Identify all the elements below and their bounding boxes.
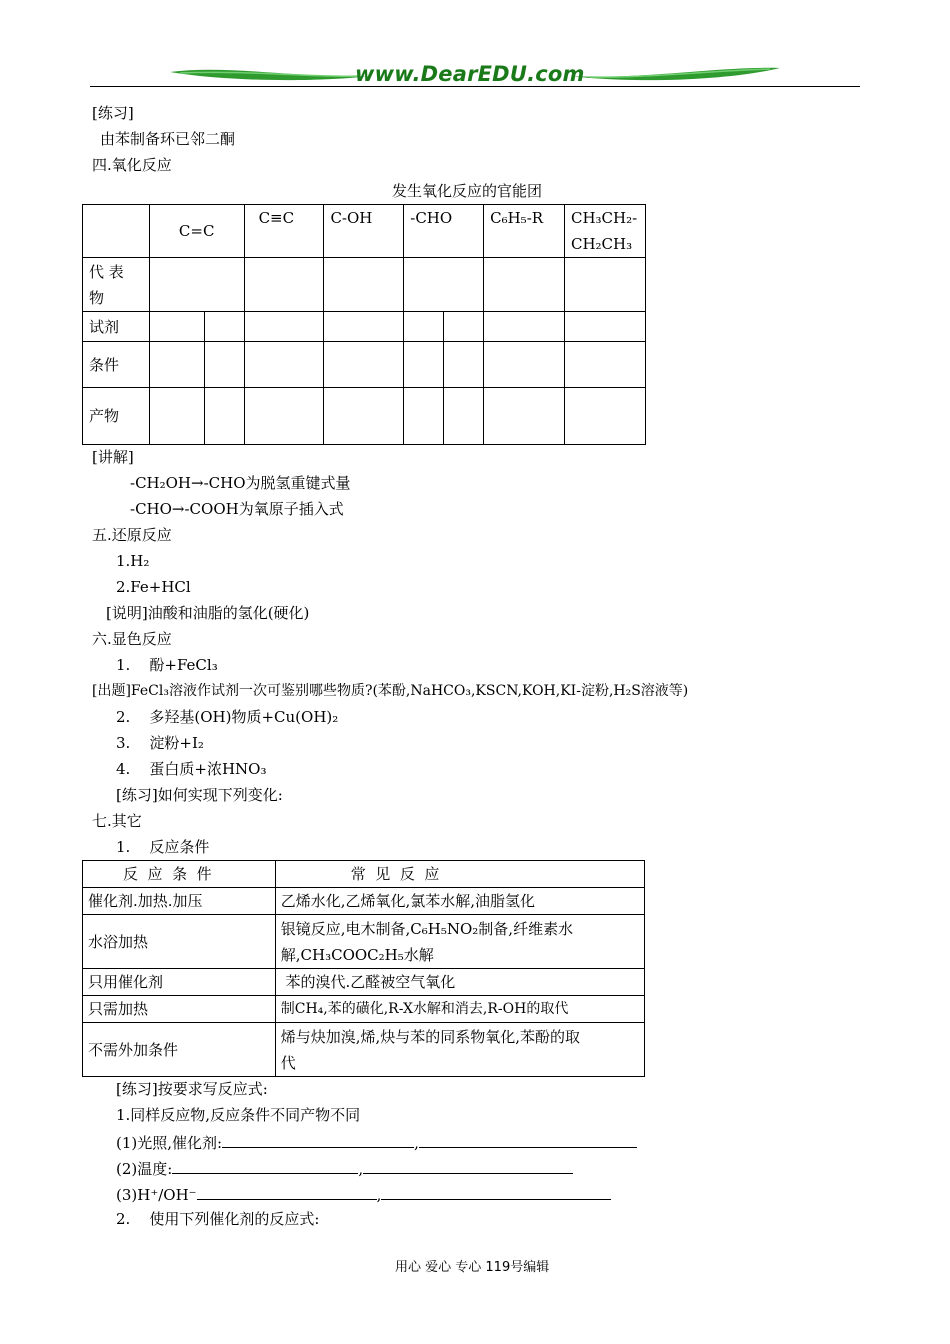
table2-header-condition: 反 应 条 件 [83, 861, 276, 888]
table1-cell [404, 388, 444, 445]
table1-row-representative [83, 258, 150, 312]
table1-header-ethyl [564, 205, 645, 258]
reaction-condition-table [82, 860, 645, 1077]
table1-cell [204, 388, 244, 445]
table1-cell [244, 388, 324, 445]
table2-row-5-reaction [275, 1023, 644, 1077]
exam-question: [出题]FeCl₃溶液作试剂一次可鉴别哪些物质?(苯酚,NaHCO₃,KSCN,KOH,KI-淀粉,H₂S溶液等) [92, 683, 689, 699]
table1-cell [444, 312, 484, 342]
table1-cell [244, 312, 324, 342]
table1-cell [564, 388, 645, 445]
practice-3: [练习]按要求写反应式: [116, 1080, 268, 1098]
section-5-item-1: 1.H₂ [116, 552, 150, 570]
comma: , [376, 1186, 382, 1204]
table2-row-1-reaction: 乙烯水化,乙烯氧化,氯苯水解,油脂氢化 [275, 888, 644, 915]
table2-row-4-reaction: 制CH₄,苯的磺化,R-X水解和消去,R-OH的取代 [275, 996, 644, 1023]
table1-header-c-oh: C-OH [324, 205, 404, 258]
table1-cell [404, 258, 484, 312]
section-7-item-1: 1. 反应条件 [116, 838, 210, 856]
explain-line-1: -CH₂OH→-CHO为脱氢重键式量 [130, 474, 351, 492]
table1-row-representative-line2: 物 [89, 288, 105, 307]
table1-header-cc-triple: C≡C [244, 205, 324, 258]
table2-row-5-condition: 不需外加条件 [83, 1023, 276, 1077]
practice-3-item-2: 2. 使用下列催化剂的反应式: [116, 1210, 320, 1228]
table1-cell [149, 342, 204, 388]
section-5-heading: 五.还原反应 [92, 526, 172, 544]
section-6-item-3: 3. 淀粉+I₂ [116, 734, 204, 752]
table1-cell [149, 312, 204, 342]
table1-header-cc-double: C=C [149, 205, 244, 258]
answer-blank-b2[interactable] [363, 1157, 573, 1174]
answer-blank-c1[interactable] [197, 1183, 377, 1200]
table1-cell [149, 258, 244, 312]
table1-cell [404, 342, 444, 388]
table2-row-1-condition: 催化剂.加热.加压 [83, 888, 276, 915]
footer-text: 用心 爱心 专心 119号编辑 [395, 1260, 550, 1275]
section-6-item-4: 4. 蛋白质+浓HNO₃ [116, 760, 267, 778]
table1-cell [484, 258, 565, 312]
table1-cell [564, 342, 645, 388]
table1-cell [149, 388, 204, 445]
table1-row-product: 产物 [83, 388, 150, 445]
answer-blank-b1[interactable] [172, 1157, 358, 1174]
table2-header-reaction: 常 见 反 应 [275, 861, 644, 888]
practice-3-line-c-label: (3)H⁺/OH⁻ [116, 1186, 197, 1204]
table1-cell [244, 342, 324, 388]
table1-cell [484, 388, 565, 445]
practice-3-line-a [116, 1131, 637, 1153]
table2-row-2-reaction [275, 915, 644, 969]
table1-header-c6h5r: C₆H₅-R [484, 205, 565, 258]
answer-blank-c2[interactable] [381, 1183, 611, 1200]
header-logo-text: www.DearEDU.com [355, 62, 585, 86]
answer-blank-a1[interactable] [222, 1131, 414, 1148]
comma: , [414, 1134, 419, 1152]
section-5-item-2: 2.Fe+HCl [116, 578, 191, 596]
table1-header-ethyl-line2: CH₂CH₃ [570, 235, 633, 253]
note-line: [说明]油酸和油脂的氢化(硬化) [106, 604, 310, 622]
table1-cell [444, 342, 484, 388]
section-6-item-2: 2. 多羟基(OH)物质+Cu(OH)₂ [116, 708, 339, 726]
table1-header-ethyl-line1: CH₃CH₂- [570, 209, 638, 227]
table1-cell [564, 258, 645, 312]
table2-row-5-reaction-line2: 代 [280, 1053, 296, 1072]
table2-row-2-condition: 水浴加热 [83, 915, 276, 969]
table1-cell [204, 312, 244, 342]
practice-3-line-c [116, 1183, 611, 1205]
table1-cell [404, 312, 444, 342]
table2-row-3-reaction: 苯的溴代.乙醛被空气氧化 [275, 969, 644, 996]
practice-3-line-b-label: (2)温度: [116, 1160, 173, 1178]
table2-row-2-reaction-line2: 解,CH₃COOC₂H₅水解 [280, 945, 434, 964]
table1-cell [484, 312, 565, 342]
practice-3-item-1: 1.同样反应物,反应条件不同产物不同 [116, 1106, 361, 1124]
practice-3-line-a-label: (1)光照,催化剂: [116, 1134, 223, 1152]
table2-row-3-condition: 只用催化剂 [83, 969, 276, 996]
section-7-heading: 七.其它 [92, 812, 142, 830]
table1-cell [444, 388, 484, 445]
explain-label: [讲解] [92, 448, 134, 466]
table1-title: 发生氧化反应的官能团 [392, 182, 543, 200]
practice-label: [练习] [92, 104, 134, 122]
section-4-heading: 四.氧化反应 [92, 156, 172, 174]
oxidation-table [82, 204, 646, 445]
header-rule [90, 86, 860, 87]
table1-row-condition: 条件 [83, 342, 150, 388]
table2-row-4-condition: 只需加热 [83, 996, 276, 1023]
table1-cell [324, 342, 404, 388]
section-6-item-1: 1. 酚+FeCl₃ [116, 656, 218, 674]
table1-cell [324, 388, 404, 445]
explain-line-2: -CHO→-COOH为氧原子插入式 [130, 500, 344, 518]
answer-blank-a2[interactable] [419, 1131, 637, 1148]
table1-row-representative-line1: 代 表 [89, 262, 124, 281]
table1-cell [484, 342, 565, 388]
practice-item: 由苯制备环已邻二酮 [100, 130, 236, 148]
table1-cell [324, 258, 404, 312]
table1-header-cho: -CHO [404, 205, 484, 258]
practice-3-line-b [116, 1157, 573, 1179]
practice-2: [练习]如何实现下列变化: [116, 786, 283, 804]
comma: , [358, 1160, 364, 1178]
table1-cell [564, 312, 645, 342]
table1-cell [324, 312, 404, 342]
table1-cell [244, 258, 324, 312]
table2-row-2-reaction-line1: 银镜反应,电木制备,C₆H₅NO₂制备,纤维素水 [280, 919, 574, 938]
table1-cell [204, 342, 244, 388]
table1-row-reagent: 试剂 [83, 312, 150, 342]
table2-row-5-reaction-line1: 烯与炔加溴,烯,炔与苯的同系物氧化,苯酚的取 [280, 1027, 581, 1046]
table1-corner [83, 205, 150, 258]
section-6-heading: 六.显色反应 [92, 630, 172, 648]
